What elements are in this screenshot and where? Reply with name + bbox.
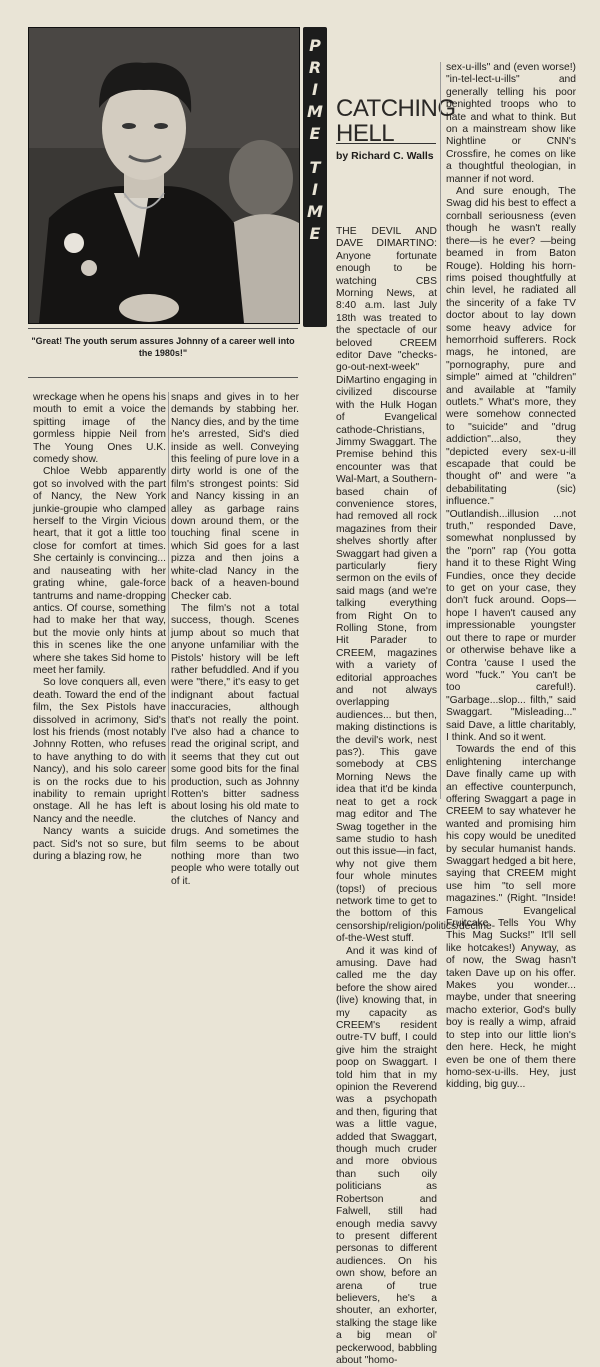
paragraph: Chloe Webb apparently got so involved with the part of Nancy, the New York junkie-groupie who clamped herself to the Virgin Vicious heart, that it got a little too close for comfort at times. She certainly is convincing... and nauseating with her grating whine, gale-force tantrums and name-dropping antics. Of course, something had to make her that way, but the movie only hints at this in scenes like the one where she takes Sid home to meet her family. — [33, 466, 166, 676]
section-tag-word-prime — [307, 35, 323, 145]
headline-rule — [336, 143, 436, 144]
paragraph: Towards the end of this enlightening interchange Dave finally came up with an effective counterpunch, offering Swaggart a page in CREEM to say whatever he wanted and promising him his copy would be unedited by secular humanist hands. Swaggart hedged a bit here, saying that CREEM might use him "to sell more magazines." (Right. "Inside! Famous Evangelical Fruitcake Tells You Why This Mag Sucks!" It'll sell like hotcakes!) Anyway, as of now, the Swag hasn't taken Dave up on his offer. Makes you wonder... maybe, under that sneering macho exterior, God's bully boy is really a wimp, afraid to step into our little lion's den here. Heck, he might even be one of them there homo-sex-u-ills. Hey, just kidding, big guy... — [446, 744, 576, 1091]
section-tag-letter: I — [312, 80, 318, 99]
photo-illustration — [29, 28, 299, 323]
paragraph: Nancy wants a suicide pact. Sid's not so sure, but during a blazing row, he — [33, 826, 166, 863]
section-tag-letter: M — [307, 202, 323, 221]
text-column-3 — [336, 226, 496, 1366]
article-headline — [336, 95, 456, 147]
photo-caption: "Great! The youth serum assures Johnny of a career well into the 1980s!" — [28, 328, 298, 378]
section-tag-letter: T — [309, 158, 321, 177]
paragraph: The film's not a total success, though. Scenes jump about so much that anyone unfamiliar with the Pistols' history will be left rather befuddled. And if you were "there," it's easy to get indignant about factual inaccuracies, although that's not really the point. I've also had a chance to read the original script, and it seems that they cut out some good bits for the final production, such as Johnny Rotten's bitter sadness about losing his old mate to the clutches of Nancy and drugs. And sometimes the film seems to be about nothing more than two people who were totally out of it. — [171, 602, 299, 887]
byline: by Richard C. Walls — [336, 150, 434, 162]
article-photo — [28, 27, 300, 324]
section-tag-letter: P — [309, 36, 321, 55]
column-divider — [440, 62, 441, 799]
section-tag-letter: R — [308, 58, 322, 77]
paragraph: So love conquers all, even death. Toward the end of the film, the Sex Pistols have dissolved in acrimony, Sid's lost his friends (most notably Johnny Rotten, who refuses to have anything to do with Nancy), and his solo career is on the rocks due to his inability to remain upright onstage. All he has left is Nancy and the needle. — [33, 677, 166, 825]
section-tag-letter: I — [312, 180, 318, 199]
paragraph: And it was kind of amusing. Dave had called me the day before the show aired (live) knowing that, in my capacity as CREEM's resident outre-TV buff, I could give him the straight poop on Swaggart. I told him that in my opinion the Reverend was a psychopath and then, figuring that was a little vague, added that Swaggart, though much cruder and more obvious than such oily politicians as Robertson and Falwell, still had enough media savvy to present different personas to different audiences. On his own show, before an arena of true believers, he's a shouter, an exhorter, stalking the stage like a big mean ol' peckerwood, babbling about "homo- — [336, 945, 437, 1366]
paragraph: And sure enough, The Swag did his best to effect a cornball seriousness (even though he wasn't really there—is he ever? —being beamed in from Baton Rouge). Holding his horn-rims poised thoughtfully at chin level, he radiated all the sincerity of a fake TV doctor about to lay down some heavy advice for hemorrhoid sufferers. Rock mags, he intoned, are "pornography, pure and simple" aimed at "children" and available at "family outlets." What's more, they were somehow connected to "suicide" and "drug addiction"...also, they "depicted every sex-u-ill escapade that could be thought of" and were "a debabilitating (sic) influence." "Outlandish...illusion ...not truth," responded Dave, somewhat nonplussed by the "porn" rap (You gotta hand it to these Right Wing Fundies, once they decide to get on your case, they don't fuck around. Oops—hope I haven't caused any impressionable youngster out there to rape or murder or otherwise behave like a Contra 'cause I used the word "fuck." You can't be too careful!). "Garbage...slop... filth," said Swaggart. "Misleading..." said Dave, a little charitably, I think. And so it went. — [446, 186, 576, 743]
section-tag-letter: M — [307, 102, 323, 121]
text-column-4 — [446, 62, 576, 1091]
text-column-2 — [171, 392, 299, 887]
section-tag-letter: E — [309, 124, 321, 143]
headline-line-1: CATCHING — [336, 95, 456, 122]
paragraph: wreckage when he opens his mouth to emit a voice the spitting image of the gormless hippie Neil from The Young Ones U.K. comedy show. — [33, 392, 166, 466]
section-tag-letter: E — [309, 224, 321, 243]
prime-time-section-tag — [303, 27, 327, 327]
paragraph: THE DEVIL AND DAVE DIMARTINO: Anyone fortunate enough to be watching CBS Morning News, at 8:40 a.m. last July 18th was treated to the spectacle of our beloved CREEM editor Dave "checks-go-out-next-week" DiMartino engaging in civilized discourse with the Hulk Hogan of Evangelical cathode-Christians, Jimmy Swaggart. The Premise behind this encounter was that Wal-Mart, a Southern-based chain of convenience stores, had removed all rock magazines from their shelves shortly after Swaggart had given a particularly fiery sermon on the evils of said mags (and we're talking everything from Right On to Rolling Stone, from Hit Parader to CREEM, magazines with a variety of editorial approaches and not always overlapping audiences... but then, making distinctions is the devil's work, nest pas?). This gave somebody at CBS Morning News the idea that it'd be kinda neat to get a rock mag editor and The Swag together in the same studio to hash out this issue—in fact, why not give them four whole minutes (tops!) of precious network time to get to the bottom of this censorship/religion/politics/decline-of-the-West stuff. — [336, 226, 496, 945]
paragraph: sex-u-ills" and (even worse!) "in-tel-lect-u-ills" and generally telling his poor benighted troops who to hate and what to think. But on a mainstream show like Nightline or CNN's Crossfire, he comes on like a thoughtful theologian, in manner if not word. — [446, 62, 576, 185]
section-tag-word-time — [307, 157, 323, 245]
text-column-1 — [33, 392, 166, 863]
paragraph: snaps and gives in to her demands by stabbing her. Nancy dies, and by the time he's arrested, Sid's died inside as well. Conveying this feeling of pure love in a dirty world is one of the film's strongest points: Sid and Nancy kissing in an alley as garbage rains down around them, or the touching final scene in which Sid goes for a last pizza and then joins a white-clad Nancy in the back of a heaven-bound Checker cab. — [171, 392, 299, 602]
column-divider — [168, 392, 169, 797]
headline-line-2: HELL — [336, 120, 395, 147]
